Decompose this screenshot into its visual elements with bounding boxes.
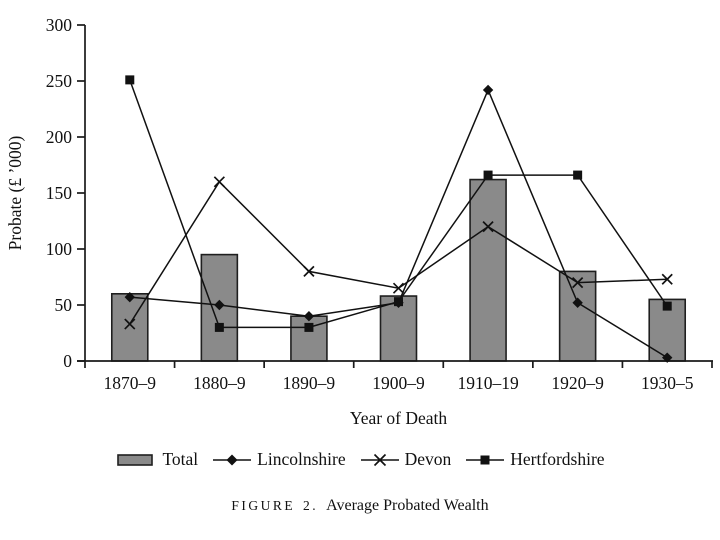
legend-item-hertfordshire	[465, 451, 604, 469]
x-tick-label: 1890–9	[282, 373, 336, 393]
figure-title: Average Probated Wealth	[326, 496, 489, 514]
y-tick-label: 300	[45, 15, 72, 35]
y-tick-label: 100	[45, 239, 72, 259]
diamond-marker	[483, 85, 493, 95]
y-tick-label: 50	[54, 295, 72, 315]
square-marker	[573, 171, 582, 180]
x-tick-label: 1900–9	[372, 373, 425, 393]
x-line-marker-icon	[360, 452, 400, 468]
square-line-marker-icon	[465, 452, 505, 468]
bar-total	[560, 271, 596, 361]
x-tick-label: 1910–19	[457, 373, 519, 393]
legend-item-devon	[360, 451, 452, 469]
square-marker	[484, 171, 493, 180]
chart-legend	[0, 451, 720, 469]
legend-label-devon: Devon	[404, 449, 452, 469]
y-tick-label: 150	[45, 183, 72, 203]
x-tick-label: 1920–9	[551, 373, 604, 393]
legend-label-total: Total	[162, 449, 199, 469]
legend-item-total	[115, 451, 198, 469]
y-tick-label: 200	[45, 127, 72, 147]
figure-number-label: FIGURE 2.	[231, 497, 319, 513]
square-marker	[125, 75, 134, 84]
square-marker	[394, 297, 403, 306]
x-tick-label: 1930–5	[640, 373, 694, 393]
y-axis-title: Probate (£ ’000)	[5, 135, 25, 251]
legend-item-lincolnshire	[212, 451, 345, 469]
x-axis-title: Year of Death	[349, 408, 448, 428]
square-marker	[663, 302, 672, 311]
x-tick-label: 1880–9	[193, 373, 246, 393]
figure-caption	[0, 497, 720, 515]
legend-label-hertfordshire: Hertfordshire	[510, 449, 605, 469]
x-tick-label: 1870–9	[103, 373, 157, 393]
y-tick-label: 0	[63, 351, 72, 371]
legend-label-lincolnshire: Lincolnshire	[257, 449, 346, 469]
square-marker	[304, 323, 313, 332]
y-tick-label: 250	[45, 71, 72, 91]
bar-total	[470, 180, 506, 361]
square-marker	[215, 323, 224, 332]
total-bar-swatch-icon	[115, 452, 157, 468]
diamond-line-marker-icon	[212, 452, 252, 468]
